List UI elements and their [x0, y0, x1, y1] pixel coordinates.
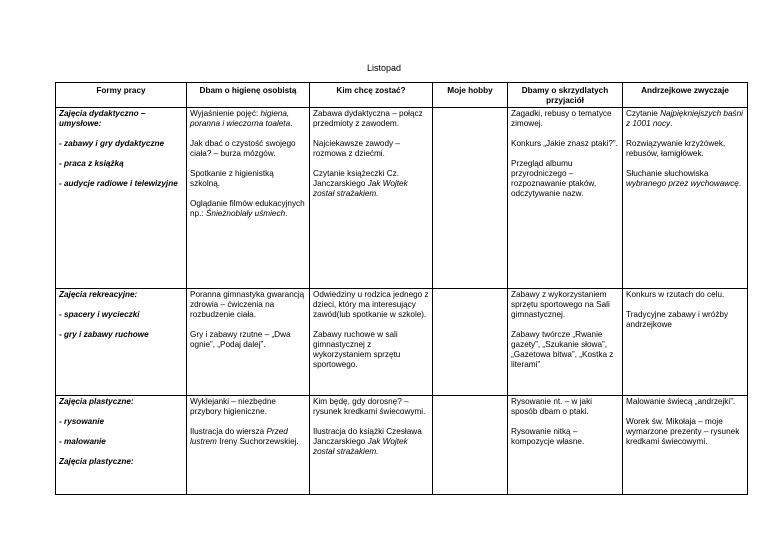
- cell-formy-dydaktyczne: [56, 108, 187, 289]
- text: .: [285, 209, 288, 218]
- cell-formy-rekreacyjne: [56, 289, 187, 396]
- text: Oglądanie filmów edukacyjnych np.:: [190, 199, 305, 218]
- form-label: - malowanie: [59, 437, 106, 446]
- cell-text: [626, 109, 744, 129]
- table-row: [56, 108, 748, 289]
- plan-table: [55, 82, 748, 495]
- cell-andrzejki-2: [623, 289, 748, 396]
- text: .: [290, 119, 293, 128]
- header-higiena: Dbam o higienę osobistą: [187, 83, 310, 108]
- cell-text: Wyklejanki – niezbędne przybory higieniczne.: [190, 397, 276, 416]
- cell-text: Najciekawsze zawody – rozmowa z dziećmi.: [313, 139, 400, 158]
- text: Słuchanie słuchowiska: [626, 169, 709, 178]
- form-label: Zajęcia dydaktyczno – umysłowe:: [59, 109, 146, 128]
- header-kim-zostac: Kim chcę zostać?: [310, 83, 433, 108]
- cell-text: Kim będę, gdy dorosnę? – rysunek kredkami świecowymi.: [313, 397, 426, 416]
- cell-text: Zabawa dydaktyczna – połącz przedmioty z zawodem.: [313, 109, 423, 128]
- text: .: [738, 179, 742, 188]
- header-ptaki: Dbamy o skrzydlatych przyjaciół: [508, 83, 623, 108]
- cell-higiena-1: [187, 108, 310, 289]
- text: Ireny Suchorzewskiej.: [216, 437, 299, 446]
- cell-text: [313, 427, 429, 457]
- table-row: [56, 289, 748, 396]
- form-label: Zajęcia plastyczne:: [59, 397, 134, 406]
- cell-text: Rozwiązywanie krzyżówek, rebusów, łamigłówek.: [626, 139, 726, 158]
- form-label: - praca z książką: [59, 159, 124, 168]
- cell-text: Konkurs w rzutach do celu.: [626, 290, 725, 299]
- page-title: Listopad: [366, 63, 402, 73]
- cell-andrzejki-1: [623, 108, 748, 289]
- header-andrzejki: Andrzejkowe zwyczaje: [623, 83, 748, 108]
- cell-text: Konkurs „Jakie znasz ptaki?”.: [511, 139, 618, 148]
- text: Ilustracja do książki Czesława Janczarskiego: [313, 427, 422, 446]
- cell-text: Poranna gimnastyka gwarancją zdrowia – ćwiczenia na rozbudzenie ciała.: [190, 290, 305, 319]
- cell-zawody-3: [310, 396, 433, 495]
- text: .: [670, 119, 673, 128]
- text-italic: wybranego przez wychowawcę: [626, 179, 739, 188]
- text-italic: Śnieżnobiały uśmiech: [205, 209, 286, 218]
- table-row: [56, 396, 748, 495]
- text-italic: Przed lustrem: [190, 427, 288, 446]
- cell-ptaki-3: [508, 396, 623, 495]
- text-italic: higiena, poranna i wieczorna toaleta: [190, 109, 291, 128]
- form-label: - gry i zabawy ruchowe: [59, 330, 149, 339]
- text-italic: Jak Wojtek został strażakiem.: [313, 179, 408, 198]
- cell-text: Zabawy z wykorzystaniem sprzętu sportowego na Sali gimnastycznej.: [511, 290, 610, 319]
- cell-andrzejki-3: [623, 396, 748, 495]
- cell-text: Worek św. Mikołaja – moje wymarzone prezenty – rysunek kredkami świecowymi.: [626, 417, 740, 446]
- cell-text: Przegląd albumu przyrodniczego – rozpoznawanie ptaków, odczytywanie nazw.: [511, 159, 597, 198]
- cell-hobby-1: [433, 108, 508, 289]
- cell-text: Zabawy twórcze „Rwanie gazety”, „Szukanie słowa”, „Gazetowa bitwa”, „Kostka z literami”: [511, 330, 614, 369]
- cell-text: Malowanie świecą „andrzejki”.: [626, 397, 736, 406]
- text-italic: Jak Wojtek został strażakiem.: [313, 437, 408, 456]
- form-label: Zajęcia plastyczne:: [59, 457, 134, 466]
- cell-text: Odwiedziny u rodzica jednego z dzieci, który ma interesujący zawód(lub spotkanie w szkole).: [313, 290, 429, 319]
- form-label: - zabawy i gry dydaktyczne: [59, 139, 165, 148]
- cell-text: Zagadki, rebusy o tematyce zimowej.: [511, 109, 612, 128]
- form-label: - rysowanie: [59, 417, 105, 426]
- cell-text: [626, 169, 744, 189]
- form-label: Zajęcia rekreacyjne:: [59, 290, 138, 299]
- cell-text: [313, 169, 429, 199]
- header-hobby: Moje hobby: [433, 83, 508, 108]
- cell-text: [190, 199, 306, 219]
- cell-zawody-2: [310, 289, 433, 396]
- header-row: [56, 83, 748, 108]
- cell-higiena-3: [187, 396, 310, 495]
- cell-text: [190, 109, 306, 129]
- cell-text: [190, 427, 306, 447]
- cell-text: Spotkanie z higienistką szkolną.: [190, 169, 274, 188]
- cell-formy-plastyczne: [56, 396, 187, 495]
- text: Wyjaśnienie pojęć:: [190, 109, 261, 118]
- cell-ptaki-2: [508, 289, 623, 396]
- cell-text: Jak dbać o czystość swojego ciała? – burza mózgów.: [190, 139, 296, 158]
- header-formy-pracy: Formy pracy: [56, 83, 187, 108]
- cell-text: Gry i zabawy rzutne – „Dwa ognie”, „Podaj dalej”.: [190, 330, 291, 349]
- cell-higiena-2: [187, 289, 310, 396]
- cell-text: Rysowanie nitką – kompozycje własne.: [511, 427, 585, 446]
- cell-text: Tradycyjne zabawy i wróżby andrzejkowe: [626, 310, 729, 329]
- cell-ptaki-1: [508, 108, 623, 289]
- cell-hobby-3: [433, 396, 508, 495]
- text: Ilustracja do wiersza: [190, 427, 267, 436]
- cell-zawody-1: [310, 108, 433, 289]
- cell-text: Rysowanie nt. – w jaki sposób dbam o ptaki.: [511, 397, 592, 416]
- text-italic: Najpiękniejszych baśni z 1001 nocy: [626, 109, 743, 128]
- cell-text: Zabawy ruchowe w sali gimnastycznej z wykorzystaniem sprzętu sportowego.: [313, 330, 401, 369]
- text: Czytanie książeczki Cz. Janczarskiego: [313, 169, 399, 188]
- form-label: - audycje radiowe i telewizyjne: [59, 179, 178, 188]
- cell-hobby-2: [433, 289, 508, 396]
- text: Czytanie: [626, 109, 661, 118]
- form-label: - spacery i wycieczki: [59, 310, 140, 319]
